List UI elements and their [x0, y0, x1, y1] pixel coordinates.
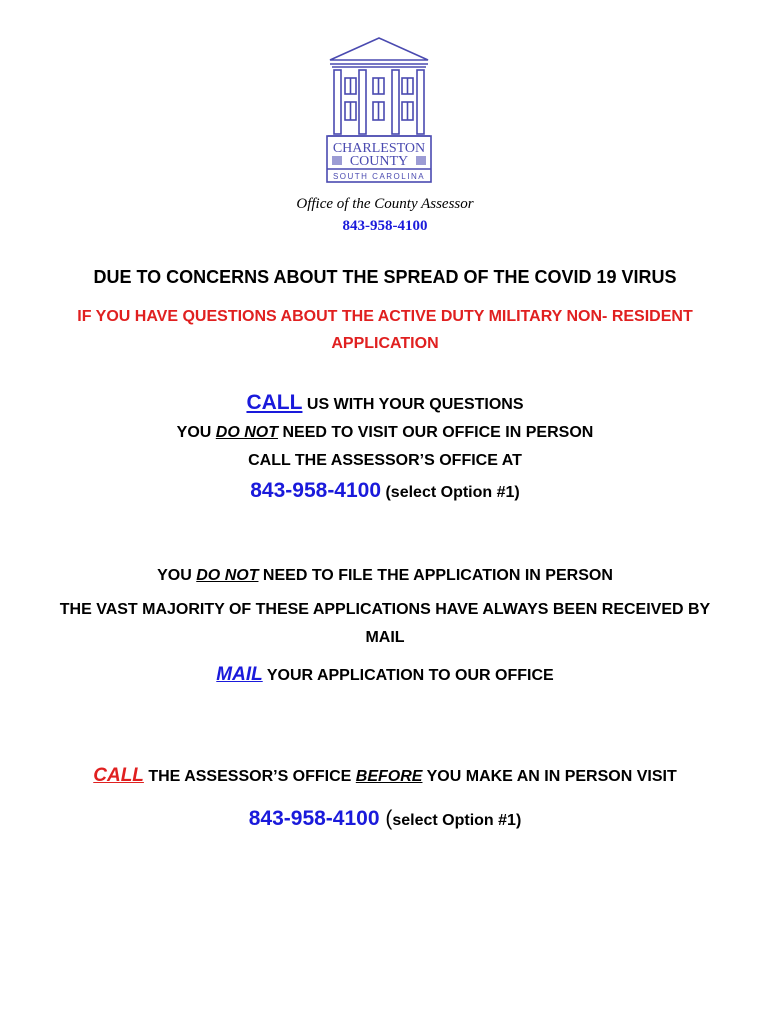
courthouse-icon	[326, 36, 432, 184]
notice-line-2: APPLICATION	[331, 335, 439, 352]
call-us-rest: US WITH YOUR QUESTIONS	[302, 396, 524, 413]
office-name: Office of the County Assessor	[296, 196, 474, 212]
phone-line-1	[0, 479, 770, 503]
no-file-line	[0, 567, 770, 585]
before-visit-rest: YOU MAKE AN IN PERSON VISIT	[422, 768, 677, 785]
no-visit-rest: NEED TO VISIT OUR OFFICE IN PERSON	[278, 424, 594, 441]
before-visit-mid: THE ASSESSOR’S OFFICE	[143, 768, 356, 785]
majority-line-1: THE VAST MAJORITY OF THESE APPLICATIONS HAVE ALWAYS BEEN RECEIVED BY	[59, 601, 711, 618]
no-file-prefix: YOU	[157, 567, 197, 584]
phone-line-2	[0, 807, 770, 831]
phone-number-2: 843-958-4100	[248, 807, 380, 830]
call-word: CALL	[246, 391, 303, 414]
do-not-emphasis: DO NOT	[215, 424, 279, 441]
phone-number-1: 843-958-4100	[250, 479, 382, 502]
open-paren: (	[379, 807, 393, 830]
charleston-county-logo	[326, 36, 432, 184]
mail-word: MAIL	[216, 664, 263, 685]
notice-line-1: IF YOU HAVE QUESTIONS ABOUT THE ACTIVE DUTY MILITARY NON- RESIDENT	[77, 308, 693, 325]
headline: DUE TO CONCERNS ABOUT THE SPREAD OF THE COVID 19 VIRUS	[93, 267, 677, 287]
logo-line-2: COUNTY	[349, 154, 409, 169]
call-office-line: CALL THE ASSESSOR’S OFFICE AT	[248, 452, 522, 469]
no-visit-prefix: YOU	[176, 424, 216, 441]
do-not-file-emphasis: DO NOT	[196, 567, 259, 584]
call-us-line	[0, 391, 770, 415]
mail-line	[0, 664, 770, 686]
office-phone: 843-958-4100	[342, 218, 428, 234]
majority-line-2: MAIL	[365, 629, 405, 646]
option-2: select Option #1)	[392, 812, 522, 829]
no-file-rest: NEED TO FILE THE APPLICATION IN PERSON	[258, 567, 613, 584]
no-visit-line	[0, 424, 770, 442]
mail-rest: YOUR APPLICATION TO OUR OFFICE	[262, 667, 554, 684]
call-red-word: CALL	[93, 765, 144, 786]
before-emphasis: BEFORE	[355, 768, 423, 785]
option-1: (select Option #1)	[381, 484, 520, 501]
logo-line-3: SOUTH CAROLINA	[332, 172, 426, 181]
before-visit-line	[0, 765, 770, 787]
logo-line-1: CHARLESTON	[332, 141, 426, 156]
